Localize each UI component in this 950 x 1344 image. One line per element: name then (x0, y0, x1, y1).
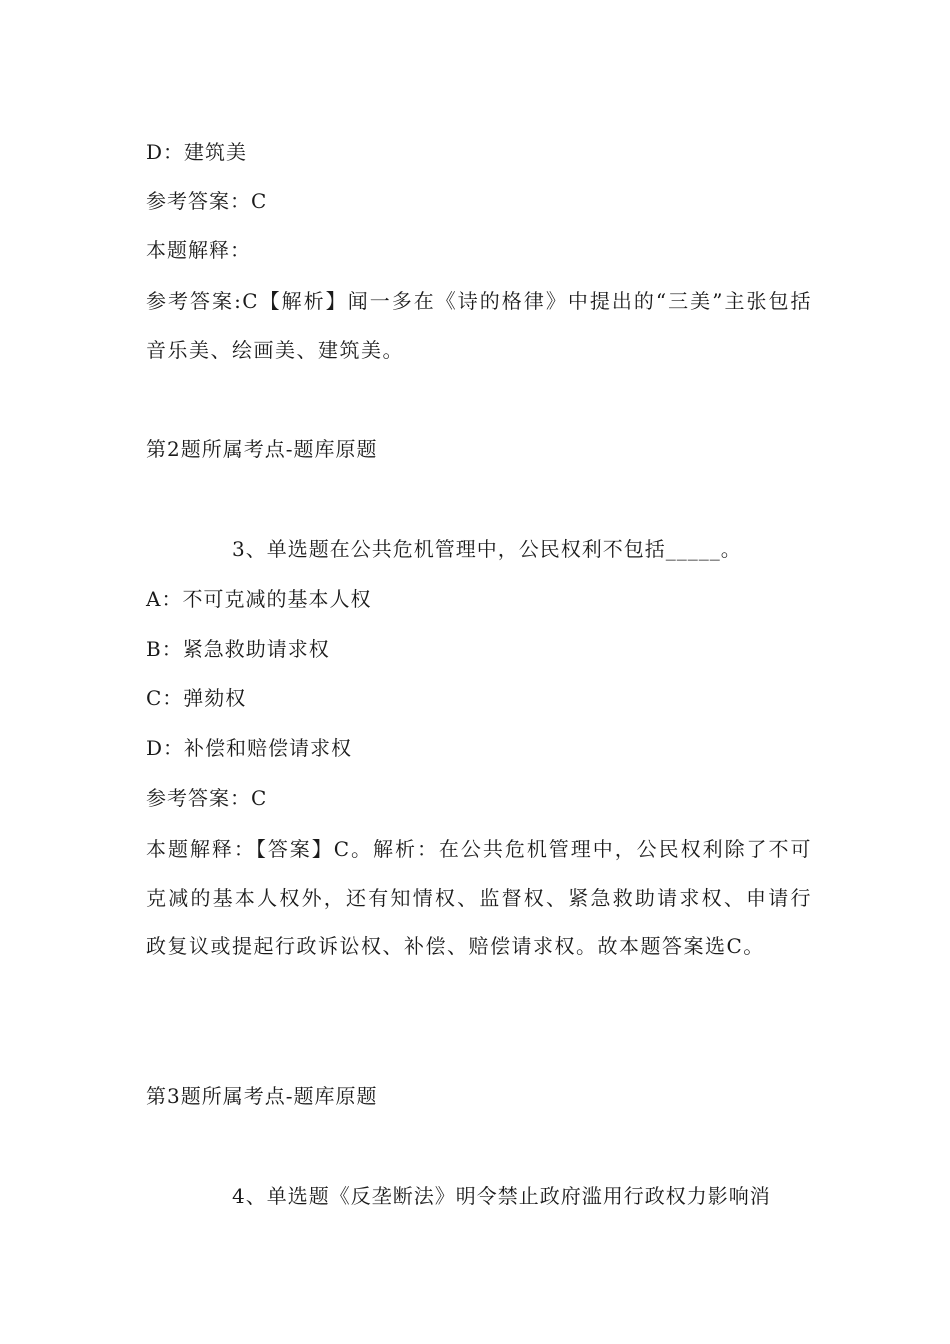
q4-stem: 4、单选题《反垄断法》明令禁止政府滥用行政权力影响消 (232, 1184, 771, 1208)
q3-answer: 参考答案：C (146, 786, 268, 810)
q2-explanation-label: 本题解释： (146, 238, 251, 262)
q3-topic: 第3题所属考点-题库原题 (146, 1084, 378, 1108)
q2-explanation: 参考答案:C【解析】闻一多在《诗的格律》中提出的“三美”主张包括音乐美、绘画美、建筑美。 (146, 289, 812, 362)
q3-option-d: D：补偿和赔偿请求权 (146, 736, 353, 760)
q2-answer: 参考答案：C (146, 189, 268, 213)
q2-option-d: D：建筑美 (146, 140, 248, 164)
q2-topic: 第2题所属考点-题库原题 (146, 437, 378, 461)
q3-option-c: C：弹劾权 (146, 686, 247, 710)
q3-option-a: A：不可克减的基本人权 (146, 587, 372, 611)
q3-stem: 3、单选题在公共危机管理中，公民权利不包括_____。 (232, 537, 742, 561)
q3-explanation: 本题解释：【答案】C。解析：在公共危机管理中，公民权利除了不可克减的基本人权外，还有知情权、监督权、紧急救助请求权、申请行政复议或提起行政诉讼权、补偿、赔偿请求权。故本题答案选C。 (146, 837, 812, 958)
q3-option-b: B：紧急救助请求权 (146, 637, 330, 661)
